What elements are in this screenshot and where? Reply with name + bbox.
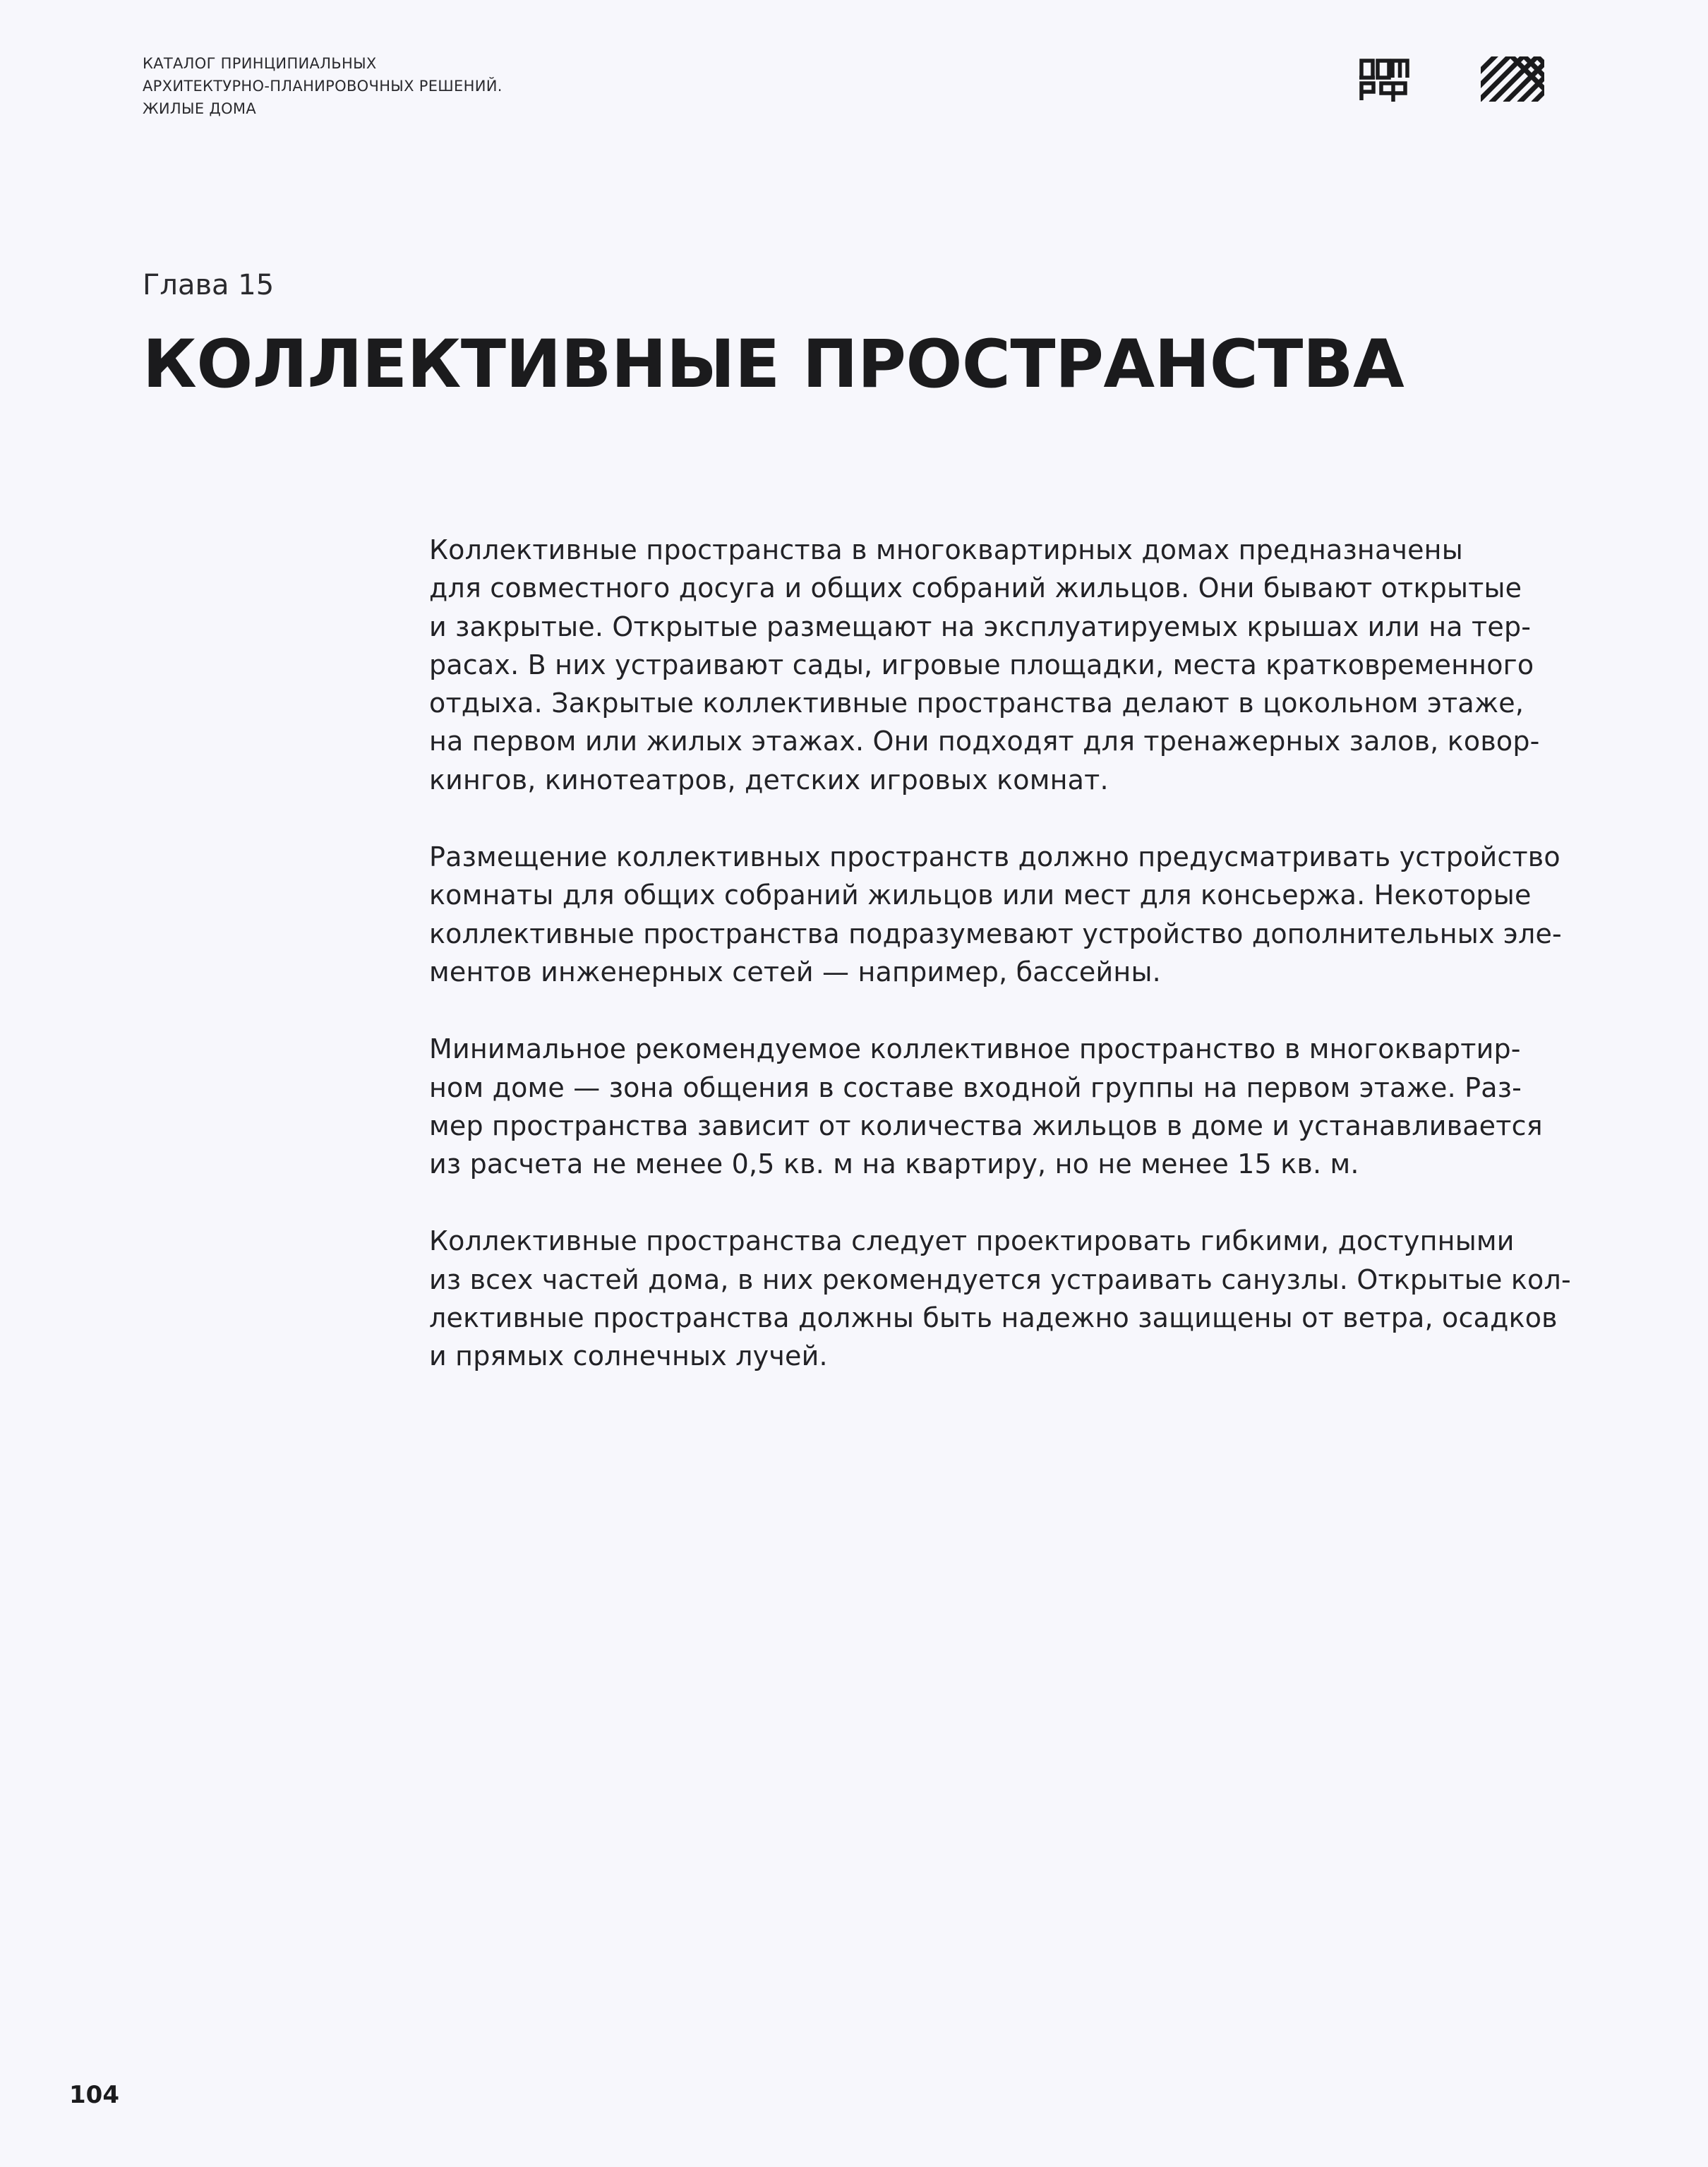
- text-line: Размещение коллективных пространств должно предусматривать устройство: [429, 841, 1560, 873]
- header-caption: [143, 52, 503, 120]
- text-line: из всех частей дома, в них рекомендуется устраивать санузлы. Открытые кол-: [429, 1263, 1571, 1295]
- body-text: [429, 531, 1571, 1415]
- text-line: отдыха. Закрытые коллективные пространства делают в цокольном этаже,: [429, 688, 1524, 719]
- text-line: для совместного досуга и общих собраний жильцов. Они бывают открытые: [429, 572, 1522, 604]
- text-line: комнаты для общих собраний жильцов или мест для консьержа. Некоторые: [429, 880, 1532, 911]
- text-line: расах. В них устраивают сады, игровые площадки, места кратковременного: [429, 649, 1534, 680]
- text-line: ментов инженерных сетей — например, бассейны.: [429, 956, 1161, 988]
- text-line: лективные пространства должны быть надежно защищены от ветра, осадков: [429, 1302, 1558, 1334]
- chapter-title: КОЛЛЕКТИВНЫЕ ПРОСТРАНСТВА: [143, 326, 1405, 403]
- chapter-label: Глава 15: [143, 269, 275, 301]
- text-line: и прямых солнечных лучей.: [429, 1340, 828, 1372]
- header-caption-line: АРХИТЕКТУРНО-ПЛАНИРОВОЧНЫХ РЕШЕНИЙ.: [143, 78, 503, 95]
- text-line: ном доме — зона общения в составе входной группы на первом этаже. Раз-: [429, 1072, 1522, 1103]
- text-line: Коллективные пространства следует проектировать гибкими, доступными: [429, 1225, 1515, 1257]
- text-line: Минимальное рекомендуемое коллективное пространство в многоквартир-: [429, 1033, 1521, 1065]
- text-line: кингов, кинотеатров, детских игровых комнат.: [429, 764, 1109, 796]
- header-caption-line: КАТАЛОГ ПРИНЦИПИАЛЬНЫХ: [143, 55, 377, 72]
- text-line: мер пространства зависит от количества жильцов в доме и устанавливается: [429, 1110, 1543, 1141]
- dom-rf-logo-icon: [1359, 56, 1409, 103]
- text-line: коллективные пространства подразумевают устройство дополнительных эле-: [429, 918, 1562, 949]
- text-line: и закрытые. Открытые размещают на эксплуатируемых крышах или на тер-: [429, 611, 1532, 642]
- page-number: 104: [69, 2081, 119, 2109]
- paragraph: [429, 1030, 1544, 1183]
- hatched-pattern-logo-icon: [1481, 56, 1544, 102]
- text-line: из расчета не менее 0,5 кв. м на квартиру, но не менее 15 кв. м.: [429, 1148, 1359, 1180]
- header-caption-line: ЖИЛЫЕ ДОМА: [143, 100, 257, 117]
- text-line: Коллективные пространства в многоквартирных домах предназначены: [429, 534, 1463, 565]
- text-line: на первом или жилых этажах. Они подходят для тренажерных залов, ковор-: [429, 726, 1540, 757]
- paragraph: [429, 531, 1544, 799]
- paragraph: [429, 838, 1562, 991]
- paragraph: [429, 1222, 1571, 1375]
